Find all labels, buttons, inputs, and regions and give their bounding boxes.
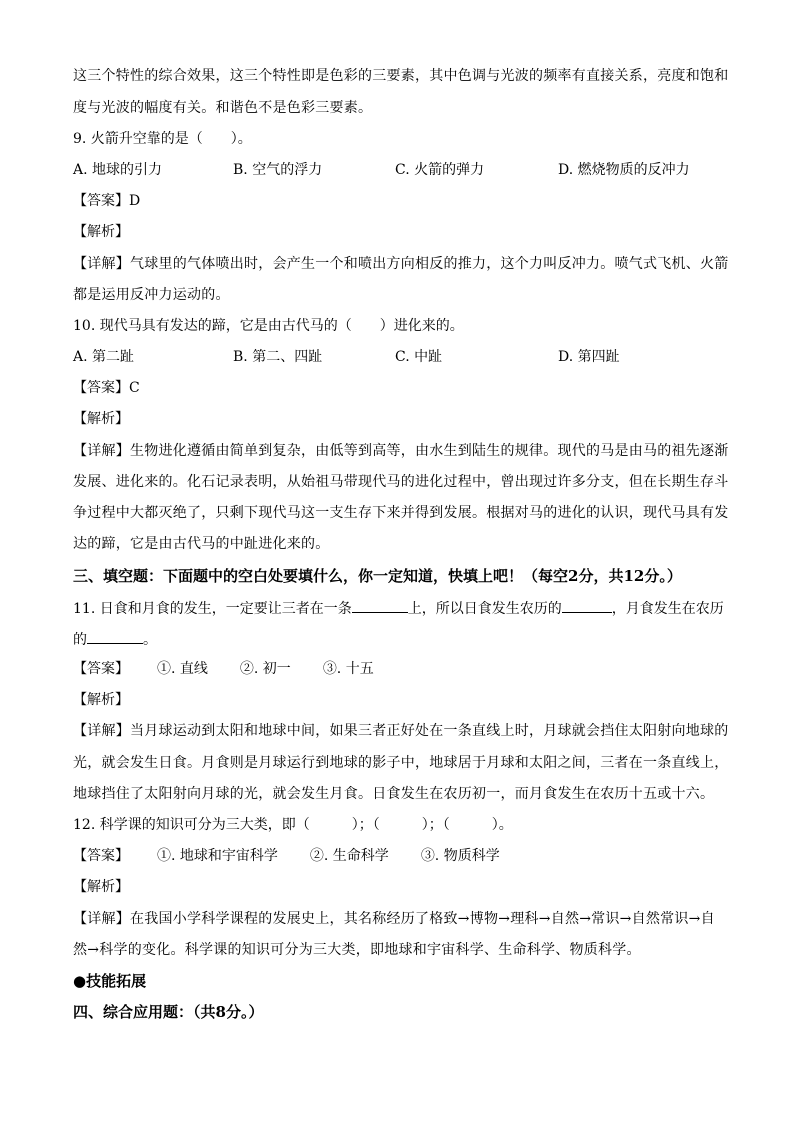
intro-line-1: 这三个特性的综合效果，这三个特性即是色彩的三要素，其中色调与光波的频率有直接关系，亮度和饱和 [73, 68, 729, 84]
q10-analysis-tag: 【解析】 [73, 411, 129, 427]
q11-stem-line-2 [73, 628, 157, 650]
q11-stem-part-e: 。 [143, 632, 157, 648]
q9-detail-line-1: 【详解】气球里的气体喷出时，会产生一个和喷出方向相反的推力，这个力叫反冲力。喷气式飞机、火箭 [73, 256, 729, 272]
q11-answer-3: ③. 十五 [322, 661, 374, 677]
q12-analysis-tag: 【解析】 [73, 879, 129, 895]
q11-detail-line-1: 【详解】当月球运动到太阳和地球中间，如果三者正好处在一条直线上时，月球就会挡住太阳射向地球的 [73, 723, 729, 739]
q11-answer-1: ①. 直线 [157, 661, 208, 677]
bullet-icon: ● [73, 972, 87, 990]
q10-detail-line-2: 发展、进化来的。化石记录表明，从始祖马带现代马的进化过程中，曾出现过许多分支，但在长期生存斗 [73, 474, 729, 490]
q11-stem-part-c: ，月食发生在农历 [611, 601, 724, 617]
q12-detail-line-1: 【详解】在我国小学科学课程的发展史上，其名称经历了格致→博物→理科→自然→常识→自然常识→自 [73, 911, 715, 927]
q10-answer-row [73, 378, 140, 398]
q9-detail-line-2: 都是运用反冲力运动的。 [73, 287, 230, 303]
q9-option-b: B. 空气的浮力 [233, 162, 323, 178]
q9-analysis-tag: 【解析】 [73, 224, 129, 240]
q12-stem: 12. 科学课的知识可分为三大类，即（ ）；（ ）；（ ）。 [73, 817, 513, 833]
q11-analysis-tag: 【解析】 [73, 692, 129, 708]
q10-stem: 10. 现代马具有发达的蹄，它是由古代马的（ ）进化来的。 [73, 318, 464, 334]
q11-stem-line-1 [73, 597, 724, 619]
q11-answer-row [73, 659, 406, 679]
answer-tag: 【答案】 [73, 193, 129, 209]
q10-option-c: C. 中趾 [395, 349, 443, 365]
answer-tag: 【答案】 [73, 848, 129, 864]
q11-stem-part-d: 的 [73, 632, 87, 648]
q11-blank-2 [562, 597, 612, 613]
q12-answer-1: ①. 地球和宇宙科学 [157, 848, 278, 864]
q12-answer-2: ②. 生命科学 [309, 848, 389, 864]
q9-option-a: A. 地球的引力 [73, 162, 163, 178]
answer-tag: 【答案】 [73, 661, 129, 677]
q11-stem-part-b: 上，所以日食发生农历的 [407, 601, 562, 617]
q10-option-a: A. 第二趾 [73, 349, 135, 365]
q10-option-d: D. 第四趾 [558, 349, 620, 365]
q11-blank-3 [87, 628, 143, 644]
q11-stem-part-a: 11. 日食和月食的发生，一定要让三者在一条 [73, 601, 352, 617]
q10-detail-line-3: 争过程中大都灭绝了，只剩下现代马这一支生存下来并得到发展。根据对马的进化的认识，现代马具有发 [73, 505, 729, 521]
q11-detail-line-2: 光，就会发生日食。月食则是月球运行到地球的影子中，地球居于月球和太阳之间，三者在一条直线上， [73, 755, 729, 771]
q12-detail-line-2: 然→科学的变化。科学课的知识可分为三大类，即地球和宇宙科学、生命科学、物质科学。 [73, 942, 641, 958]
q10-detail-line-1: 【详解】生物进化遵循由简单到复杂，由低等到高等，由水生到陆生的规律。现代的马是由马的祖先逐渐 [73, 443, 729, 459]
section-3-heading: 三、填空题：下面题中的空白处要填什么，你一定知道，快填上吧！（每空2分，共12分。） [73, 567, 682, 585]
q11-blank-1 [352, 597, 408, 613]
section-4-heading: 四、综合应用题：（共8分。） [73, 1003, 264, 1021]
q12-answer-row [73, 846, 532, 866]
answer-tag: 【答案】 [73, 380, 129, 396]
q10-option-b: B. 第二、四趾 [233, 349, 323, 365]
q10-detail-line-4: 达的蹄，它是由古代马的中趾进化来的。 [73, 536, 330, 552]
q9-answer-row [73, 191, 140, 211]
q9-option-d: D. 燃烧物质的反冲力 [558, 162, 690, 178]
skills-title: 技能拓展 [86, 972, 147, 990]
q11-answer-2: ②. 初一 [239, 661, 291, 677]
q9-option-c: C. 火箭的弹力 [395, 162, 485, 178]
q11-detail-line-3: 地球挡住了太阳射向月球的光，就会发生月食。日食发生在农历初一，而月食发生在农历十五或十六。 [73, 786, 715, 802]
q10-answer: C [129, 380, 140, 396]
skills-heading [73, 971, 146, 991]
q9-answer: D [129, 193, 141, 209]
q9-stem: 9. 火箭升空靠的是（ ）。 [73, 131, 252, 147]
q12-answer-3: ③. 物质科学 [420, 848, 500, 864]
intro-line-2: 度与光波的幅度有关。和谐色不是色彩三要素。 [73, 100, 373, 116]
